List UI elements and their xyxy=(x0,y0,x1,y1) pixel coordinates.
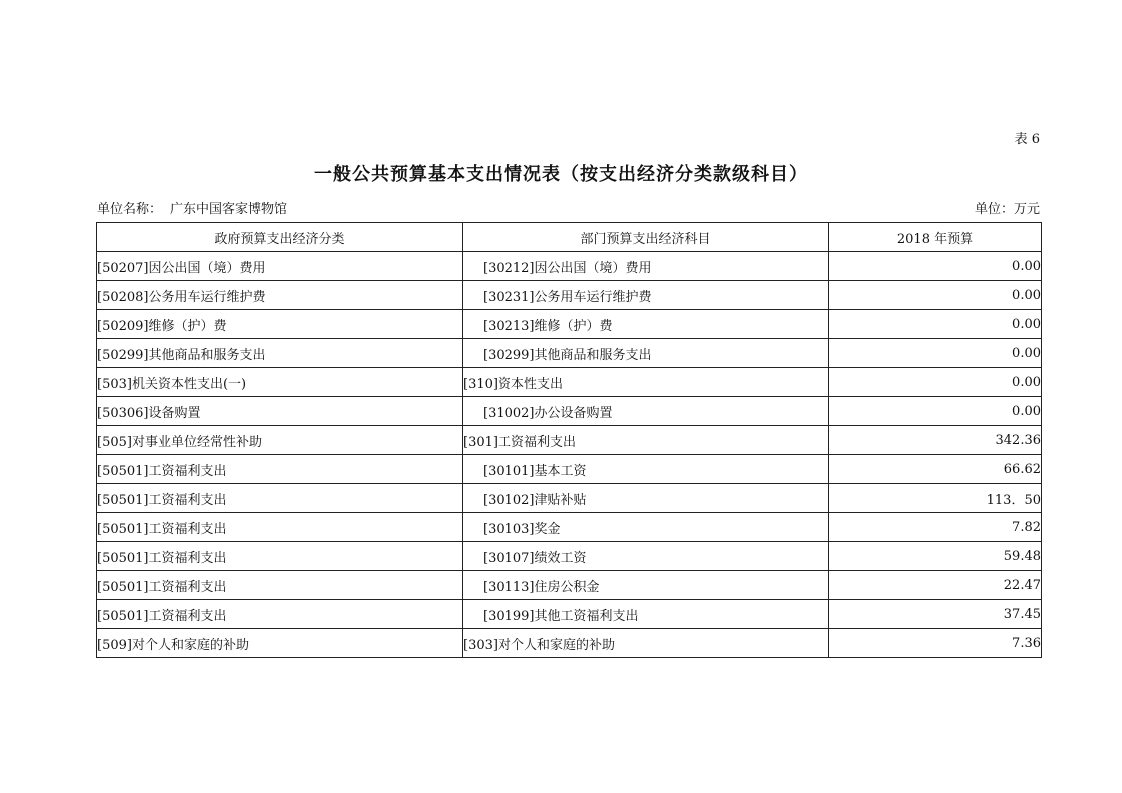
header-gov-category: 政府预算支出经济分类 xyxy=(97,223,463,252)
table-body xyxy=(97,252,1042,658)
dept-subject-cell: [30103]奖金 xyxy=(463,513,829,542)
dept-subject-cell: [30213]维修（护）费 xyxy=(463,310,829,339)
dept-subject-cell: [30102]津贴补贴 xyxy=(463,484,829,513)
table-row xyxy=(97,397,1042,426)
table-row xyxy=(97,629,1042,658)
gov-category-cell: [50501]工资福利支出 xyxy=(97,484,463,513)
gov-category-cell: [50209]维修（护）费 xyxy=(97,310,463,339)
amount-cell: 37.45 xyxy=(829,600,1042,629)
table-row xyxy=(97,600,1042,629)
gov-category-cell: [50501]工资福利支出 xyxy=(97,455,463,484)
header-dept-subject: 部门预算支出经济科目 xyxy=(463,223,829,252)
amount-cell: 0.00 xyxy=(829,310,1042,339)
amount-cell: 7.82 xyxy=(829,513,1042,542)
table-row xyxy=(97,455,1042,484)
table-row xyxy=(97,513,1042,542)
amount-cell: 0.00 xyxy=(829,397,1042,426)
gov-category-cell: [50299]其他商品和服务支出 xyxy=(97,339,463,368)
gov-category-cell: [50306]设备购置 xyxy=(97,397,463,426)
table-row xyxy=(97,484,1042,513)
unit-name-label: 单位名称： xyxy=(97,202,163,217)
amount-cell: 113．50 xyxy=(829,484,1042,513)
amount-cell: 0.00 xyxy=(829,252,1042,281)
amount-cell: 342.36 xyxy=(829,426,1042,455)
dept-subject-cell: [31002]办公设备购置 xyxy=(463,397,829,426)
amount-cell: 7.36 xyxy=(829,629,1042,658)
table-row xyxy=(97,281,1042,310)
gov-category-cell: [505]对事业单位经常性补助 xyxy=(97,426,463,455)
amount-cell: 0.00 xyxy=(829,339,1042,368)
table-row xyxy=(97,571,1042,600)
table-number: 表 6 xyxy=(1014,132,1040,147)
table-row xyxy=(97,339,1042,368)
dept-subject-cell: [30299]其他商品和服务支出 xyxy=(463,339,829,368)
gov-category-cell: [50501]工资福利支出 xyxy=(97,600,463,629)
unit-name-block xyxy=(97,198,287,217)
table-row xyxy=(97,310,1042,339)
gov-category-cell: [50501]工资福利支出 xyxy=(97,571,463,600)
table-row xyxy=(97,426,1042,455)
table-row xyxy=(97,252,1042,281)
dept-subject-cell: [30231]公务用车运行维护费 xyxy=(463,281,829,310)
dept-subject-cell: [30107]绩效工资 xyxy=(463,542,829,571)
dept-subject-cell: [301]工资福利支出 xyxy=(463,426,829,455)
dept-subject-cell: [30212]因公出国（境）费用 xyxy=(463,252,829,281)
gov-category-cell: [503]机关资本性支出(一) xyxy=(97,368,463,397)
gov-category-cell: [50501]工资福利支出 xyxy=(97,513,463,542)
header-budget-2018: 2018 年预算 xyxy=(829,223,1042,252)
gov-category-cell: [50207]因公出国（境）费用 xyxy=(97,252,463,281)
table-header-row xyxy=(97,223,1042,252)
unit-name: 广东中国客家博物馆 xyxy=(170,202,288,217)
page-title: 一般公共预算基本支出情况表（按支出经济分类款级科目） xyxy=(314,164,808,185)
dept-subject-cell: [30113]住房公积金 xyxy=(463,571,829,600)
dept-subject-cell: [303]对个人和家庭的补助 xyxy=(463,629,829,658)
dept-subject-cell: [310]资本性支出 xyxy=(463,368,829,397)
amount-cell: 59.48 xyxy=(829,542,1042,571)
amount-cell: 66.62 xyxy=(829,455,1042,484)
budget-table xyxy=(96,222,1042,658)
amount-cell: 22.47 xyxy=(829,571,1042,600)
amount-cell: 0.00 xyxy=(829,368,1042,397)
gov-category-cell: [509]对个人和家庭的补助 xyxy=(97,629,463,658)
table-row xyxy=(97,368,1042,397)
amount-cell: 0.00 xyxy=(829,281,1042,310)
gov-category-cell: [50501]工资福利支出 xyxy=(97,542,463,571)
gov-category-cell: [50208]公务用车运行维护费 xyxy=(97,281,463,310)
dept-subject-cell: [30199]其他工资福利支出 xyxy=(463,600,829,629)
currency-unit: 单位：万元 xyxy=(974,202,1040,217)
dept-subject-cell: [30101]基本工资 xyxy=(463,455,829,484)
table-row xyxy=(97,542,1042,571)
